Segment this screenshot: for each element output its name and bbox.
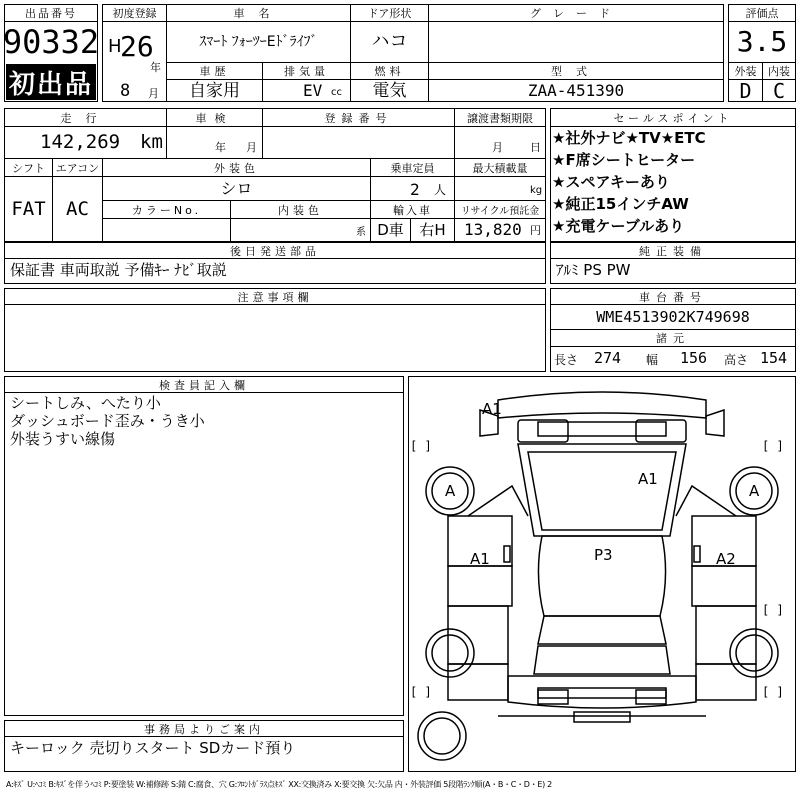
chassis-label: 車台番号 [551,289,795,304]
bracket-mid-right: [ ] [762,603,784,617]
cc-unit: cc [331,87,342,98]
length-value: 274 [594,349,622,367]
door-label: ドア形状 [351,5,428,21]
grade-value [429,22,723,62]
mark-wheel-left: A [445,482,456,500]
model-value: ZAA-451390 [527,81,625,100]
length-label: 長さ [554,353,579,367]
later-parts-value: 保証書 車両取説 予備ｷｰ ﾅﾋﾞ取説 [10,261,227,279]
first-listing-badge: 初出品 [6,64,96,100]
fuel-label: 燃料 [351,63,428,79]
deadline-month-unit: 月 [492,141,503,154]
width-label: 幅 [646,353,659,367]
mark-right-side: A2 [716,550,736,568]
yen-unit: 円 [530,224,541,237]
vehicle-diagram [408,376,796,772]
month-unit: 月 [148,87,159,100]
shift-label: シフト [5,159,52,176]
inspection-year-unit: 年 [215,141,226,154]
mark-front-bumper: A1 [482,400,502,418]
notes-label: 注意事項欄 [5,289,545,304]
import-label: 輸入車 [371,201,454,218]
displacement-label: 排気量 [263,63,350,79]
inspection-label: 車検 [167,109,262,126]
sales-point-2: ★F席シートヒーター [552,151,696,169]
sales-points-label: セールスポイント [551,109,795,126]
mileage-value: 142,269 [40,131,121,153]
score-label: 評価点 [729,5,795,21]
recycle-label: リサイクル預託金 [455,201,545,218]
mark-left-side: A1 [470,550,490,568]
car-name: ｽﾏｰﾄ ﾌｫｰﾂｰEﾄﾞﾗｲﾌﾞ [199,34,318,50]
door-value: ハコ [371,31,408,52]
first-reg-month: 8 [120,81,131,101]
import-steer: 右H [419,220,446,239]
bracket-front-right: [ ] [762,439,784,453]
lot-number: 90332 [2,23,100,61]
sales-point-3: ★スペアキーあり [552,173,670,191]
score-value: 3.5 [736,25,788,58]
sales-point-5: ★充電ケーブルあり [552,217,685,235]
sales-point-1: ★社外ナビ★TV★ETC [552,129,706,147]
first-reg-year: 26 [120,30,154,63]
exterior-label: 外装 [729,63,762,79]
transfer-deadline-label: 譲渡書類期限 [455,109,545,126]
exterior-score: D [739,79,752,103]
grade-label: グレード [429,5,723,21]
std-equip-label: 純正装備 [551,243,795,258]
legend: A:ｷｽﾞ U:ﾍｺﾐ B:ｷｽﾞを伴うﾍｺﾐ P:要塗装 W:補修跡 S:錆 C:腐食、穴 G:ﾌﾛﾝﾄｶﾞﾗｽ点ｷｽﾞ XX:交換済み X:要交換 欠:欠品 内・外装評価 5段階ﾗﾝｸ順(A・B・C・D・E) 2 [6,780,552,789]
height-value: 154 [760,349,788,367]
reg-no-label: 登録番号 [263,109,454,126]
later-parts-label: 後日発送部品 [5,243,545,258]
interior-label: 内装 [763,63,795,79]
interior-score: C [772,79,786,103]
recycle-value: 13,820 [464,220,522,239]
person-unit: 人 [434,183,447,197]
fuel-value: 電気 [372,80,407,101]
office-label: 事務局よりご案内 [5,721,403,736]
lot-number-label: 出品番号 [5,5,97,21]
chassis-value: WME4513902K749698 [596,307,750,326]
displacement-value: EV [303,81,323,100]
shift-value: FAT [11,197,46,220]
inspector-note-2: ダッシュボード歪み・うき小 [10,412,205,430]
std-equip-value: ｱﾙﾐ PS PW [556,261,631,279]
width-value: 156 [680,349,708,367]
bracket-front-left: [ ] [410,439,432,453]
capacity-value: 2 [410,180,420,199]
mileage-label: 走行 [5,109,166,126]
bracket-rear-left: [ ] [410,685,432,699]
mark-wheel-right: A [749,482,760,500]
office-note: キーロック 売切りスタート SDカード預り [10,739,296,757]
mark-hood: A1 [638,470,658,488]
deadline-day-unit: 日 [530,141,541,154]
history-value: 自家用 [189,80,240,101]
mark-roof: P3 [594,546,613,564]
inspector-note-3: 外装うすい線傷 [10,430,116,448]
kg-unit: kg [530,185,543,196]
car-name-label: 車名 [167,5,350,21]
bracket-rear-right: [ ] [762,685,784,699]
history-label: 車歴 [167,63,262,79]
inspector-label: 検査員記入欄 [5,377,403,392]
capacity-label: 乗車定員 [371,159,454,176]
import-drive: D車 [377,220,404,239]
era: H [108,36,122,57]
max-load-label: 最大積載量 [455,159,545,176]
height-label: 高さ [724,353,749,367]
year-unit: 年 [150,61,161,74]
inspector-note-1: シートしみ、へたり小 [10,394,161,412]
ext-color-label: 外装色 [103,159,370,176]
sales-point-4: ★純正15インチAW [552,195,689,213]
aircon-value: AC [66,197,89,220]
model-label: 型式 [429,63,723,79]
int-color-label: 内装色 [231,201,370,218]
first-reg-label: 初度登録 [103,5,166,21]
inspection-month-unit: 月 [246,141,257,154]
dimensions-label: 諸元 [551,330,795,346]
color-no-label: カラーNo. [103,201,230,218]
km-unit: km [140,131,163,153]
aircon-label: エアコン [53,159,102,176]
ext-color-value: シロ [220,178,253,198]
kei-unit: 系 [356,227,366,238]
